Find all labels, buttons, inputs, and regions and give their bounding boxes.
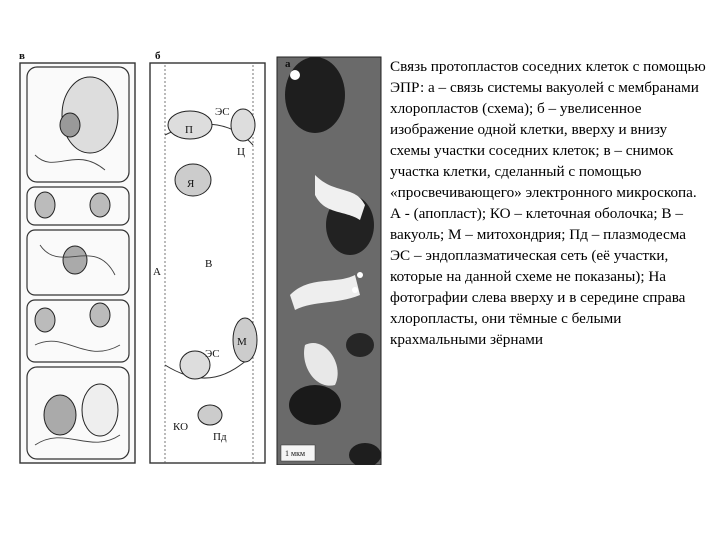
label-pd: Пд	[213, 431, 227, 443]
panel-b-drawing	[150, 50, 265, 463]
label-m: М	[237, 336, 247, 348]
label-es-bottom: ЭС	[205, 348, 220, 360]
figure-caption: Связь протопластов соседних клеток с помощью ЭПР: а – связь системы вакуолей с мембранами хлоропластов (схема); б – увелисенное изображение одной клетки, вверху и внизу схемы участки соседних клеток; в – снимок участка клетки, сделанный с помощью «просвечивающего» электронного микроскопа. А - (апопласт); КО – клеточная оболочка; В – вакуоль; М – митохондрия; Пд – плазмодесма ЭС – эндоплазматическая сеть (её участки, которые на данной схеме не показаны); На фотографии слева вверху и в середине справа хлоропласты, они тёмные с белыми крахмальными зёрнами	[390, 58, 710, 348]
label-ko: КО	[173, 421, 189, 433]
panel-letter-a: а	[285, 58, 291, 70]
label-p: П	[185, 124, 193, 136]
figure-illustration	[15, 45, 385, 465]
panel-a-micrograph	[277, 57, 381, 465]
panel-letter-b: б	[155, 50, 161, 62]
panel-letter-v: в	[19, 50, 25, 62]
label-ts: Ц	[237, 146, 245, 158]
label-ya: Я	[187, 178, 195, 190]
panel-v-drawing	[19, 50, 135, 463]
label-es-top: ЭС	[215, 106, 230, 118]
scale-bar-label: 1 мкм	[285, 449, 306, 458]
label-a: А	[153, 266, 161, 278]
label-v: В	[205, 258, 213, 270]
